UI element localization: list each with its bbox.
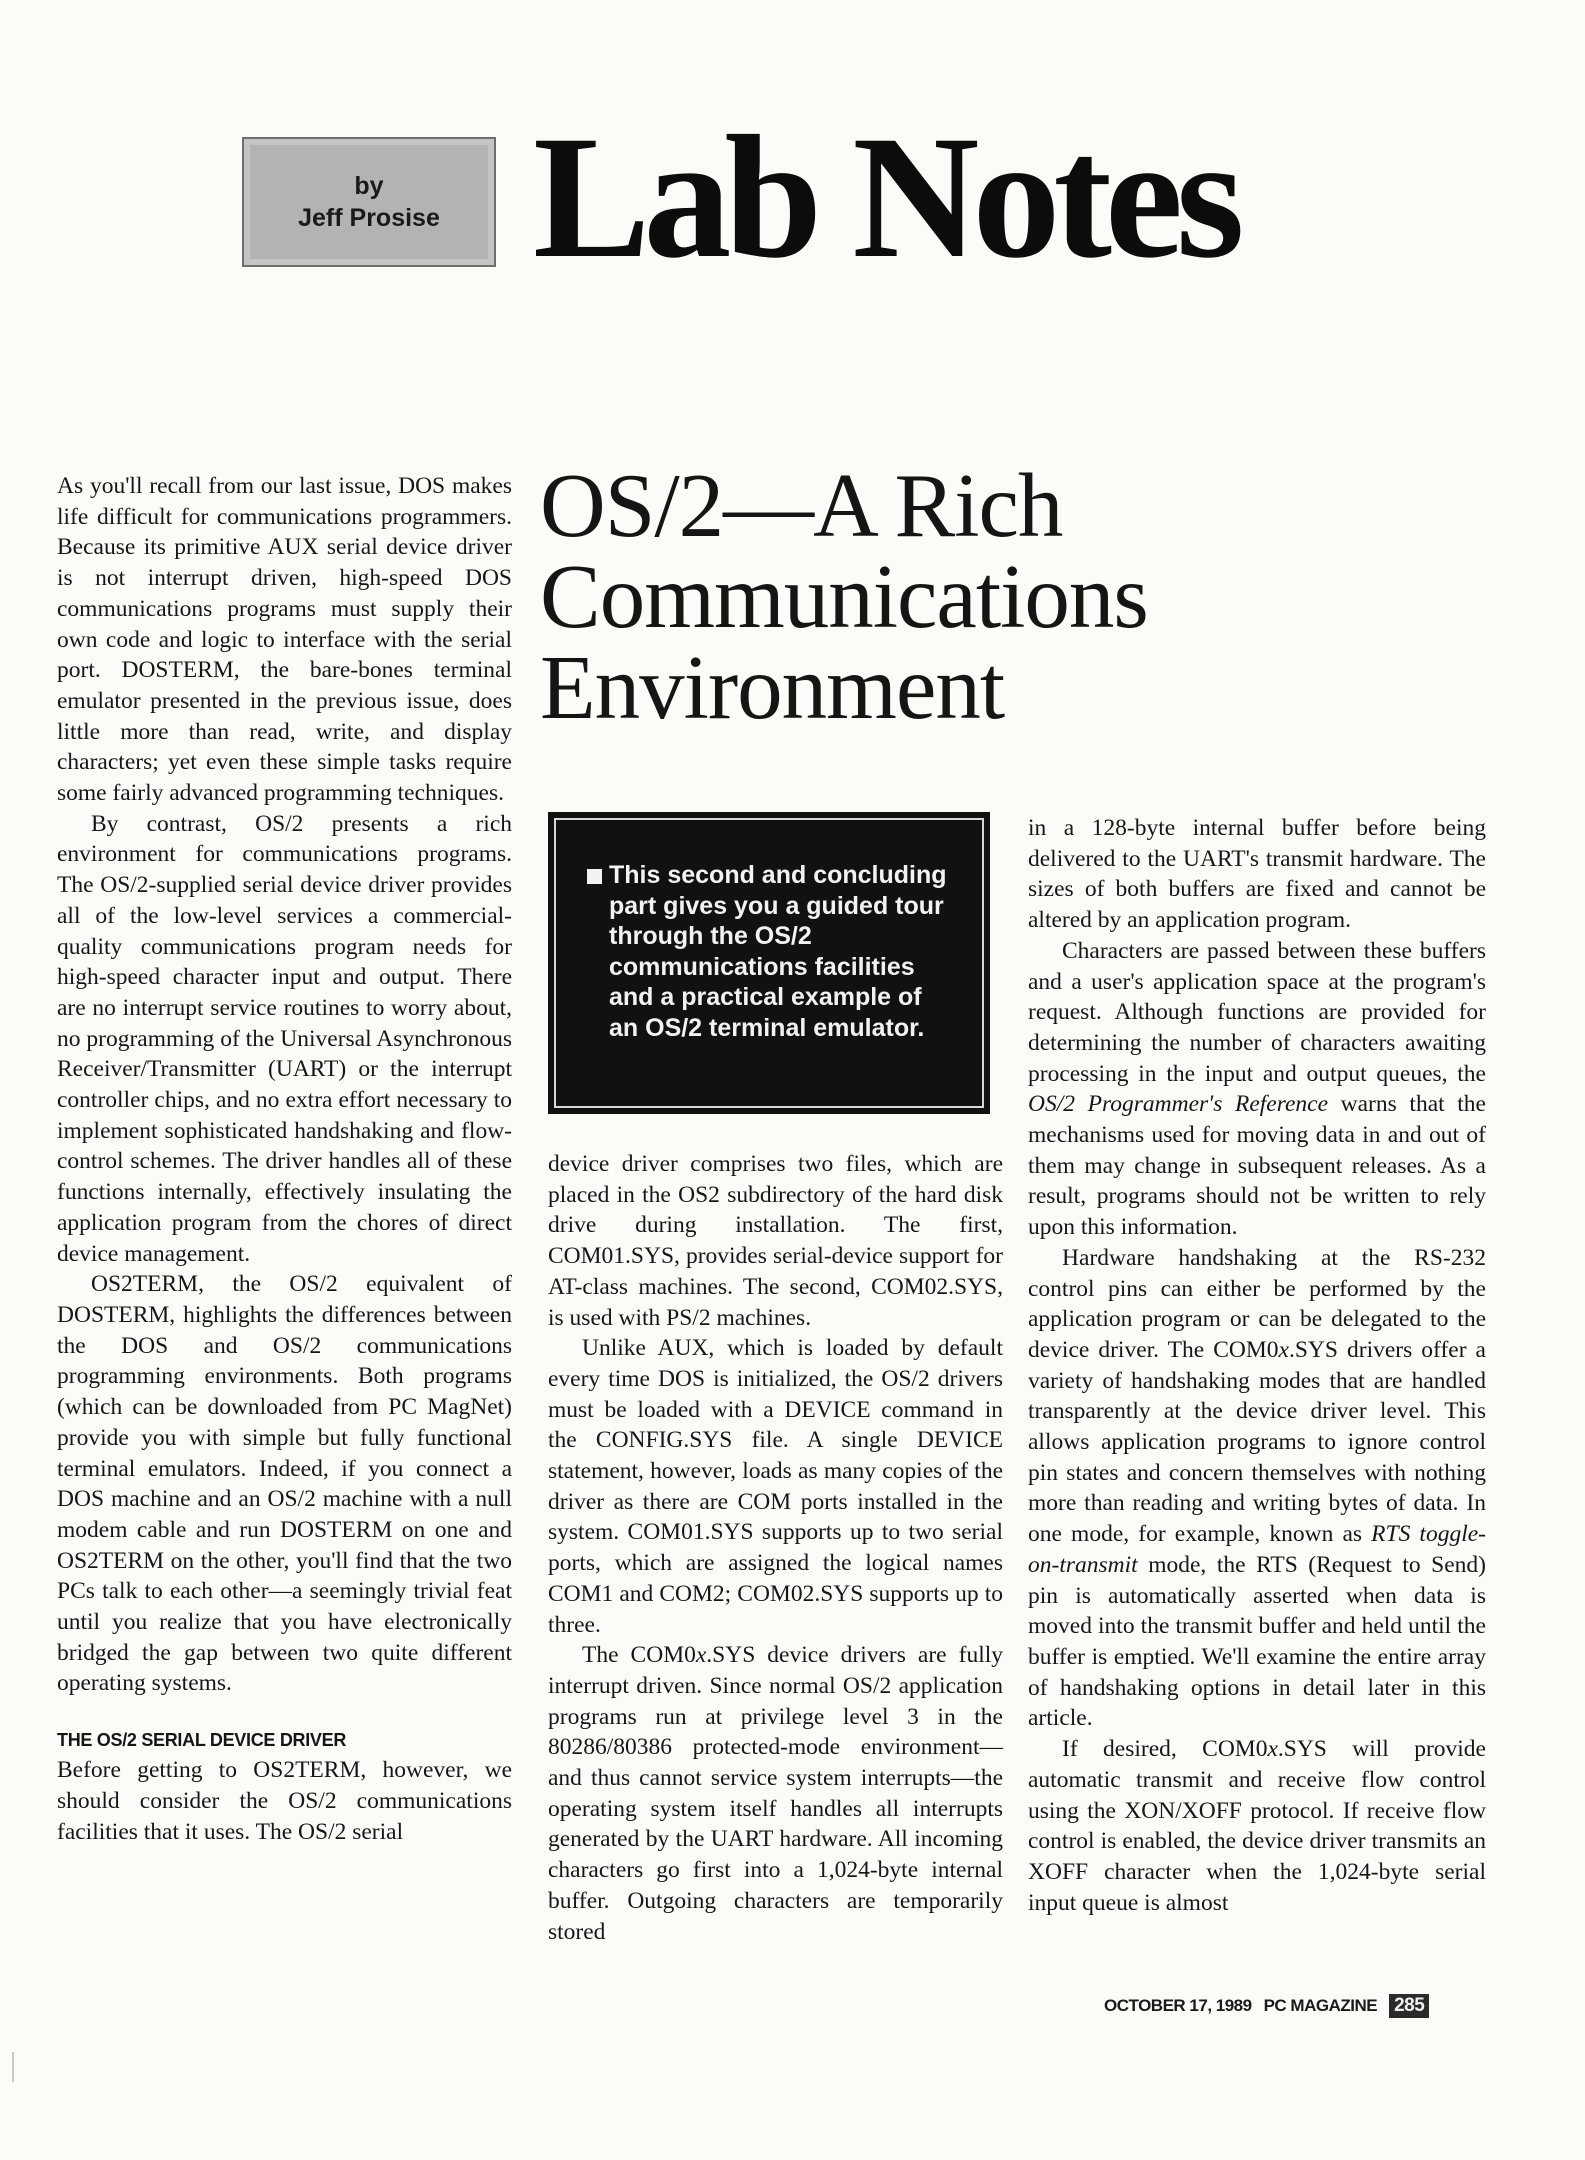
text-run: mode, the RTS (Request to Send) pin is automatically asserted when data is moved into the transmit buffer and held until the buffer is emptied. We'll examine the entire array of handshaking options in detail later in this article.: [1028, 1551, 1486, 1732]
text-run: The COM0: [582, 1642, 696, 1669]
article-column-3: [1028, 813, 1486, 1918]
paragraph: Unlike AUX, which is loaded by default every time DOS is initialized, the OS/2 drivers must be loaded with a DEVICE command in the CONFIG.SYS file. A single DEVICE statement, however, loads as many copies of the driver as there are COM ports installed in the system. COM01.SYS supports up to two serial ports, which are assigned the logical names COM1 and COM2; COM02.SYS supports up to three.: [548, 1335, 1003, 1638]
byline-author: Jeff Prosise: [298, 204, 440, 232]
headline-line-2: Communications: [540, 546, 1148, 647]
italic-text: RTS toggle-on-transmit: [1028, 1521, 1486, 1578]
italic-text: x: [1267, 1736, 1278, 1763]
text-run: .SYS will provide automatic transmit and receive flow control using the XON/XOFF protocol. If receive flow control is enabled, the device driver transmits an XOFF character when the 1,024-byte serial input queue is almost: [1028, 1736, 1486, 1916]
page-footer: [1104, 1994, 1429, 2018]
paragraph: [1028, 1734, 1486, 1918]
byline-box: [242, 137, 496, 267]
paragraph: device driver comprises two files, which are placed in the OS2 subdirectory of the hard disk drive during installation. The first, COM01.SYS, provides serial-device support for AT-class machines. The second, COM02.SYS, is used with PS/2 machines.: [548, 1151, 1003, 1331]
paragraph: Before getting to OS2TERM, however, we should consider the OS/2 communications facilities that it uses. The OS/2 serial: [57, 1757, 512, 1845]
deck-callout-box: [548, 812, 990, 1114]
paragraph: [1028, 936, 1486, 1243]
masthead-title: Lab Notes: [533, 100, 1238, 295]
deck-text: This second and concluding part gives you a guided tour through the OS/2 communications facilities and a practical example of an OS/2 terminal emulator.: [609, 861, 947, 1042]
section-heading: THE OS/2 SERIAL DEVICE DRIVER: [57, 1730, 347, 1751]
paragraph: By contrast, OS/2 presents a rich environment for communications programs. The OS/2-supplied serial device driver provides all of the low-level services a commercial-quality communications program needs for high-speed character input and output. There are no interrupt service routines to worry about, no programming of the Universal Asynchronous Receiver/Transmitter (UART) or the interrupt controller chips, and no extra effort necessary to implement sophisticated handshaking and flow-control schemes. The driver handles all of these functions internally, effectively insulating the application program from the chores of direct device management.: [57, 810, 512, 1267]
paragraph: As you'll recall from our last issue, DOS makes life difficult for communications programmers. Because its primitive AUX serial device driver is not interrupt driven, high-speed DOS communications programs must supply their own code and logic to interface with the serial port. DOSTERM, the bare-bones terminal emulator presented in the previous issue, does little more than read, write, and display characters; yet even these simple tasks require some fairly advanced programming techniques.: [57, 473, 512, 807]
article-column-2: [548, 1149, 1003, 1947]
article-column-1: [57, 471, 512, 1847]
margin-mark: [12, 2052, 14, 2082]
text-run: Characters are passed between these buffers and a user's application space at the program's request. Although functions are provided for determining the number of characters awaiting processing in the input and output queues, the: [1028, 937, 1486, 1087]
paragraph: [548, 1640, 1003, 1947]
footer-date: OCTOBER 17, 1989: [1104, 1996, 1252, 2015]
text-run: Hardware handshaking at the RS-232 control pins can either be performed by the application program or can be delegated to the device driver. The COM0: [1028, 1244, 1486, 1363]
page-number: 285: [1389, 1994, 1429, 2018]
italic-text: OS/2 Programmer's Reference: [1028, 1091, 1329, 1118]
text-run: .SYS drivers offer a variety of handshaking modes that are handled transparently at the device driver level. This allows application programs to ignore control pin states and concern themselves with nothing more than reading and writing bytes of data. In one mode, for example, known as: [1028, 1336, 1486, 1548]
paragraph: OS2TERM, the OS/2 equivalent of DOSTERM, highlights the differences between the DOS and OS/2 communications programming environments. Both programs (which can be downloaded from PC MagNet) provide you with simple but fully functional terminal emulators. Indeed, if you connect a DOS machine and an OS/2 machine with a null modem cable and run DOSTERM on one and OS2TERM on the other, you'll find that the two PCs talk to each other—a seemingly trivial feat until you realize that you have electronically bridged the gap between two quite different operating systems.: [57, 1271, 512, 1697]
italic-text: x: [1278, 1336, 1289, 1363]
text-run: warns that the mechanisms used for moving data in and out of them may change in subsequent releases. As a result, programs should not be written to rely upon this information.: [1028, 1091, 1486, 1241]
text-run: If desired, COM0: [1062, 1736, 1268, 1763]
square-bullet-icon: [587, 869, 602, 884]
paragraph: [1028, 1243, 1486, 1734]
article-headline: [540, 455, 1240, 738]
headline-line-3: Environment: [540, 637, 1005, 738]
italic-text: x: [695, 1642, 707, 1669]
byline-by: by: [354, 172, 384, 200]
text-run: .SYS device drivers are fully interrupt driven. Since normal OS/2 application programs run at privilege level 3 in the 80286/80386 protected-mode environment—and thus cannot service system interrupts—the operating system itself handles all interrupts generated by the UART hardware. All incoming characters go first into a 1,024-byte internal buffer. Outgoing characters are temporarily stored: [548, 1642, 1004, 1945]
paragraph: in a 128-byte internal buffer before being delivered to the UART's transmit hardware. The sizes of both buffers are fixed and cannot be altered by an application program.: [1028, 815, 1486, 934]
headline-line-1: OS/2—A Rich: [540, 455, 1063, 556]
footer-magazine: PC MAGAZINE: [1263, 1996, 1378, 2015]
